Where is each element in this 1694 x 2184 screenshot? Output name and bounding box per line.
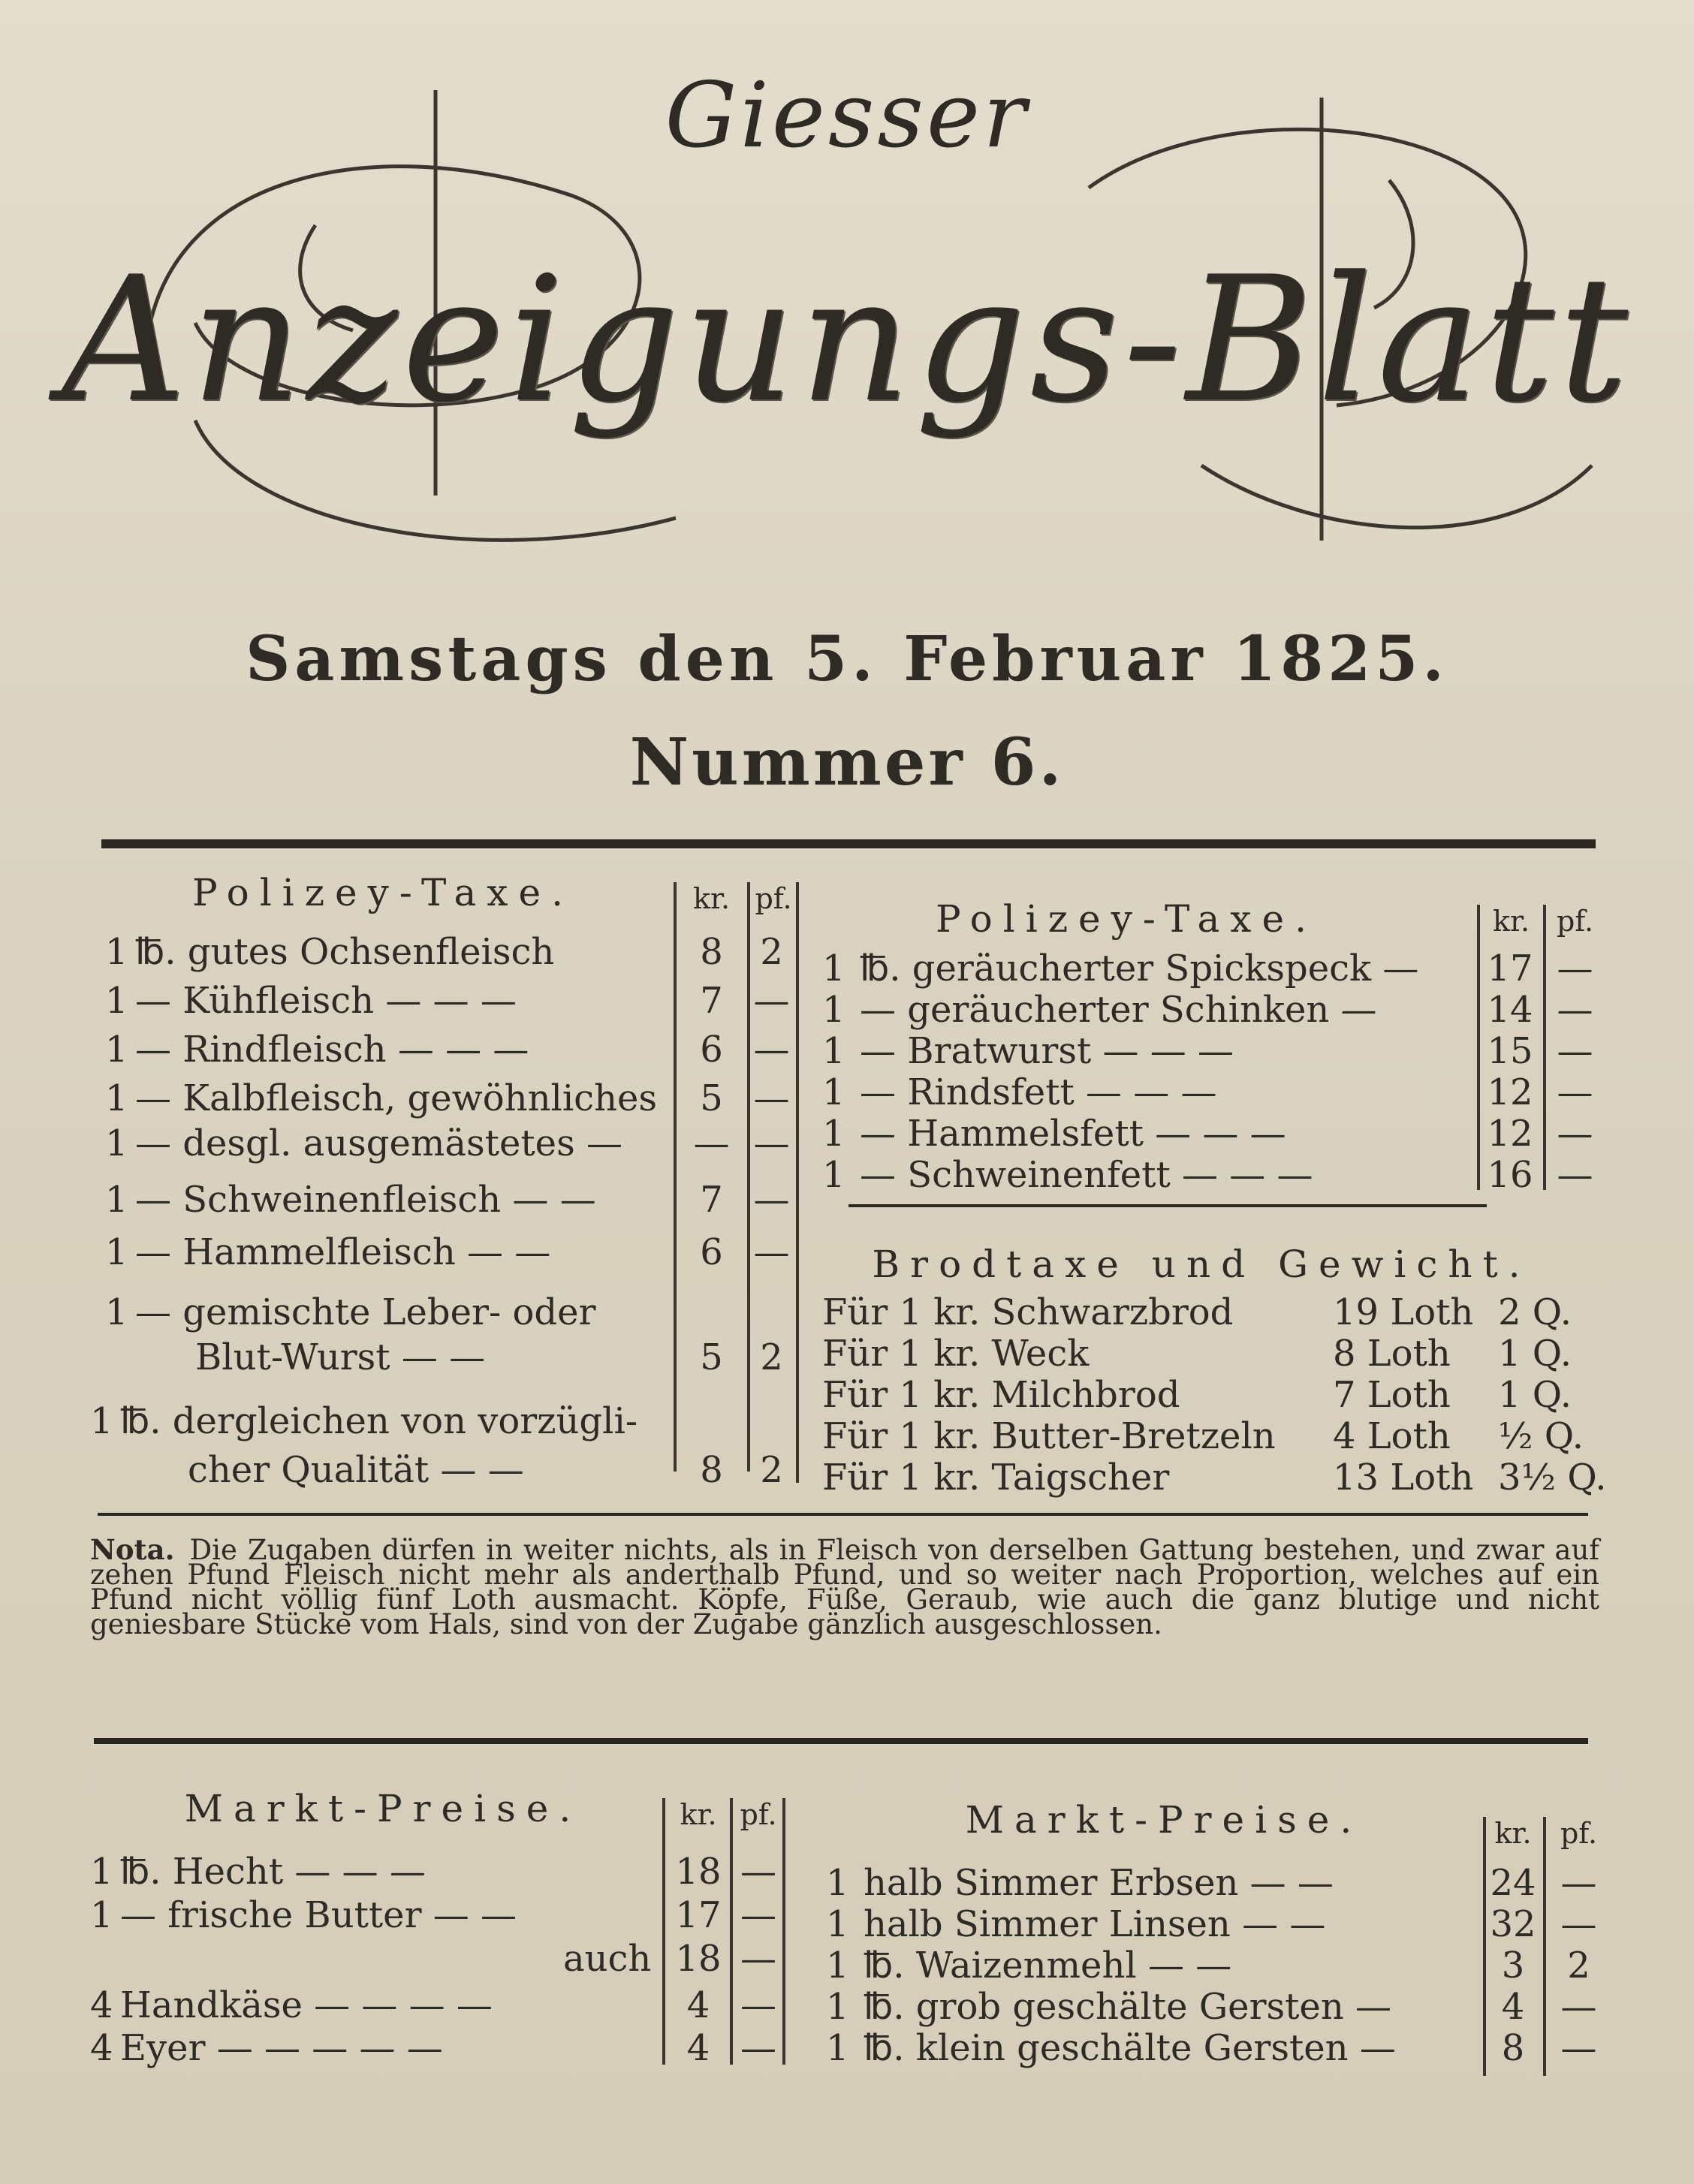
- item-name: cher Qualität — —: [188, 1449, 524, 1491]
- issue-number: Nummer 6.: [629, 724, 1065, 800]
- top-rule: [101, 839, 1596, 848]
- item-qty: 1: [822, 989, 845, 1031]
- item-qty: 1: [826, 1945, 849, 1987]
- bread-weight-q: 2 Q.: [1498, 1291, 1572, 1333]
- list-item: [90, 1122, 803, 1164]
- item-kr: 7: [700, 980, 723, 1022]
- item-kr: 15: [1487, 1030, 1533, 1072]
- police-tax-right-title: Polizey-Taxe.: [936, 897, 1317, 941]
- bread-tax-title: Brodtaxe und Gewicht.: [872, 1243, 1531, 1286]
- police-tax-left-kr-header: kr.: [692, 882, 731, 915]
- bread-label: Für 1 kr. Taigscher: [822, 1457, 1170, 1499]
- item-name: auch: [563, 1938, 652, 1980]
- item-kr: 4: [1501, 1986, 1525, 2028]
- police-tax-right-pf-header: pf.: [1556, 905, 1594, 938]
- item-pf: —: [1557, 1154, 1593, 1196]
- item-pf: —: [753, 1179, 790, 1221]
- item-qty: 1: [826, 2027, 849, 2069]
- list-item: [90, 1894, 796, 1936]
- item-name: ℔. geräucherter Spickspeck —: [860, 947, 1419, 990]
- list-item: [822, 947, 1618, 990]
- item-kr: 5: [700, 1336, 723, 1378]
- list-item: [822, 1457, 1618, 1499]
- item-kr: 24: [1490, 1862, 1536, 1904]
- item-pf: —: [1560, 1986, 1597, 2028]
- nota-text: Die Zugaben dürfen in weiter nichts, als in Fleisch von derselben Gattung bestehen, und zwar auf zehen Pfund Fleisch nicht mehr als anderthalb Pfund, und so weiter nach Proportion, welches auf ein Pfund nicht völlig fünf Loth ausmacht. Köpfe, Füße, Geraub, wie auch die ganz blutige und nicht geniesbare Stücke vom Hals, sind von der Zugabe gänzlich ausgeschlossen.: [90, 1534, 1599, 1640]
- item-kr: 6: [700, 1231, 723, 1273]
- list-item: [826, 1986, 1618, 2028]
- section-divider: [94, 1738, 1588, 1744]
- item-kr: 6: [700, 1029, 723, 1071]
- item-pf: 2: [1567, 1945, 1590, 1987]
- item-name: — Kühfleisch — — —: [135, 980, 517, 1022]
- item-qty: 1: [822, 947, 845, 990]
- item-qty: 1: [105, 1122, 128, 1164]
- item-qty: 1: [105, 1029, 128, 1071]
- list-item: [822, 1030, 1618, 1072]
- item-qty: 1: [105, 931, 128, 973]
- item-qty: 4: [90, 1984, 113, 2026]
- item-qty: 1: [105, 1077, 128, 1119]
- bread-weight-q: ½ Q.: [1498, 1415, 1584, 1457]
- list-item: [90, 1851, 796, 1893]
- market-right-pf-header: pf.: [1560, 1817, 1598, 1850]
- item-pf: —: [1557, 989, 1593, 1031]
- list-item: [90, 931, 803, 973]
- item-pf: —: [753, 1231, 790, 1273]
- item-kr: 12: [1487, 1113, 1533, 1155]
- item-kr: 14: [1487, 989, 1533, 1031]
- item-qty: 1: [822, 1154, 845, 1196]
- masthead-small-title: Giesser: [665, 64, 1029, 168]
- item-qty: 1: [90, 1400, 113, 1442]
- item-qty: 1: [826, 1986, 849, 2028]
- item-name: — Bratwurst — — —: [860, 1030, 1234, 1072]
- bread-weight-loth: 4 Loth: [1333, 1415, 1451, 1457]
- item-name: ℔. dergleichen von vorzügli-: [120, 1400, 638, 1442]
- nota-paragraph: [90, 1533, 1599, 1640]
- item-name: — Schweinenfleisch — —: [135, 1179, 596, 1221]
- list-item: [90, 1231, 803, 1273]
- item-pf: —: [753, 1029, 790, 1071]
- bread-label: Für 1 kr. Weck: [822, 1333, 1090, 1375]
- item-name: — Schweinenfett — — —: [860, 1154, 1313, 1196]
- item-kr: 3: [1501, 1945, 1525, 1987]
- item-name: Eyer — — — — —: [120, 2027, 443, 2069]
- list-item: [90, 1400, 803, 1442]
- item-name: — Rindfleisch — — —: [135, 1029, 529, 1071]
- item-pf: 2: [760, 1449, 783, 1491]
- list-item: [822, 1113, 1618, 1155]
- list-item: [90, 1179, 803, 1221]
- item-name: — frische Butter — —: [120, 1894, 517, 1936]
- item-pf: —: [740, 1938, 776, 1980]
- item-pf: —: [740, 1894, 776, 1936]
- item-qty: 1: [105, 1231, 128, 1273]
- list-item: [822, 1154, 1618, 1196]
- item-qty: 1: [826, 1903, 849, 1945]
- item-kr: 32: [1490, 1903, 1536, 1945]
- list-item: [822, 1071, 1618, 1113]
- list-item: [826, 1945, 1618, 1987]
- item-kr: 8: [1501, 2027, 1525, 2069]
- list-item: [822, 1291, 1618, 1333]
- item-kr: 16: [1487, 1154, 1533, 1196]
- item-qty: 1: [90, 1851, 113, 1893]
- list-item: [90, 1938, 796, 1980]
- item-pf: 2: [760, 931, 783, 973]
- item-pf: —: [1557, 1113, 1593, 1155]
- list-item: [90, 1291, 803, 1333]
- item-name: — Hammelsfett — — —: [860, 1113, 1286, 1155]
- item-kr: 17: [1487, 947, 1533, 990]
- list-item: [90, 1077, 803, 1119]
- item-name: ℔. gutes Ochsenfleisch: [135, 931, 555, 973]
- item-kr: 12: [1487, 1071, 1533, 1113]
- list-item: [822, 989, 1618, 1031]
- list-item: [90, 1336, 803, 1378]
- list-item: [90, 1029, 803, 1071]
- item-name: halb Simmer Erbsen — —: [864, 1862, 1334, 1904]
- item-name: — geräucherter Schinken —: [860, 989, 1377, 1031]
- list-item: [826, 1862, 1618, 1904]
- item-kr: 18: [675, 1851, 722, 1893]
- item-pf: —: [1557, 1071, 1593, 1113]
- nota-label: Nota.: [90, 1533, 175, 1566]
- item-pf: —: [1557, 947, 1593, 990]
- list-item: [90, 1984, 796, 2026]
- list-item: [826, 1903, 1618, 1945]
- item-qty: 1: [822, 1030, 845, 1072]
- police-tax-left-pf-header: pf.: [755, 882, 792, 915]
- item-qty: 1: [822, 1113, 845, 1155]
- list-item: [90, 1449, 803, 1491]
- police-tax-left-title: Polizey-Taxe.: [192, 871, 574, 914]
- list-item: [826, 2027, 1618, 2069]
- item-kr: 7: [700, 1179, 723, 1221]
- item-qty: 1: [826, 1862, 849, 1904]
- list-item: [822, 1374, 1618, 1416]
- item-pf: —: [1560, 2027, 1597, 2069]
- list-item: [90, 980, 803, 1022]
- police-tax-right-kr-header: kr.: [1492, 905, 1530, 938]
- item-name: — Rindsfett — — —: [860, 1071, 1217, 1113]
- item-kr: 8: [700, 931, 723, 973]
- bread-weight-loth: 13 Loth: [1333, 1457, 1474, 1499]
- item-pf: —: [753, 980, 790, 1022]
- list-item: [822, 1415, 1618, 1457]
- bread-weight-q: 1 Q.: [1498, 1374, 1572, 1416]
- item-pf: —: [740, 1984, 776, 2026]
- item-kr: 17: [675, 1894, 722, 1936]
- market-left-kr-header: kr.: [680, 1798, 717, 1831]
- item-kr: 5: [700, 1077, 723, 1119]
- item-pf: —: [1560, 1862, 1597, 1904]
- section-divider: [849, 1204, 1487, 1207]
- list-item: [90, 2027, 796, 2069]
- item-name: — gemischte Leber- oder: [135, 1291, 596, 1333]
- item-pf: —: [753, 1122, 790, 1164]
- item-name: ℔. Hecht — — —: [120, 1851, 426, 1893]
- item-qty: 1: [822, 1071, 845, 1113]
- market-left-pf-header: pf.: [740, 1798, 777, 1831]
- masthead-main-title: Anzeigungs-Blatt: [61, 240, 1633, 441]
- bread-weight-q: 1 Q.: [1498, 1333, 1572, 1375]
- item-name: — desgl. ausgemästetes —: [135, 1122, 622, 1164]
- item-name: ℔. klein geschälte Gersten —: [864, 2027, 1396, 2069]
- item-kr: —: [693, 1122, 730, 1164]
- bread-label: Für 1 kr. Milchbrod: [822, 1374, 1180, 1416]
- bread-weight-loth: 19 Loth: [1333, 1291, 1474, 1333]
- item-pf: —: [740, 2027, 776, 2069]
- item-pf: —: [753, 1077, 790, 1119]
- market-right-kr-header: kr.: [1494, 1817, 1532, 1850]
- section-divider: [98, 1513, 1588, 1516]
- item-kr: 8: [700, 1449, 723, 1491]
- bread-label: Für 1 kr. Butter-Bretzeln: [822, 1415, 1276, 1457]
- list-item: [822, 1333, 1618, 1375]
- item-pf: —: [1557, 1030, 1593, 1072]
- item-name: Blut-Wurst — —: [195, 1336, 486, 1378]
- item-name: halb Simmer Linsen — —: [864, 1903, 1326, 1945]
- item-pf: 2: [760, 1336, 783, 1378]
- market-left-title: Markt-Preise.: [184, 1787, 582, 1830]
- item-qty: 4: [90, 2027, 113, 2069]
- item-qty: 1: [105, 1179, 128, 1221]
- item-kr: 4: [686, 2027, 710, 2069]
- item-name: Handkäse — — — —: [120, 1984, 493, 2026]
- item-pf: —: [740, 1851, 776, 1893]
- bread-label: Für 1 kr. Schwarzbrod: [822, 1291, 1234, 1333]
- item-qty: 1: [105, 980, 128, 1022]
- item-name: ℔. Waizenmehl — —: [864, 1945, 1232, 1987]
- item-kr: 4: [686, 1984, 710, 2026]
- bread-weight-loth: 8 Loth: [1333, 1333, 1451, 1375]
- item-name: ℔. grob geschälte Gersten —: [864, 1986, 1392, 2028]
- item-kr: 18: [675, 1938, 722, 1980]
- item-name: — Kalbfleisch, gewöhnliches: [135, 1077, 658, 1119]
- issue-date: Samstags den 5. Februar 1825.: [246, 623, 1448, 695]
- bread-weight-loth: 7 Loth: [1333, 1374, 1451, 1416]
- item-pf: —: [1560, 1903, 1597, 1945]
- bread-weight-q: 3½ Q.: [1498, 1457, 1607, 1499]
- item-name: — Hammelfleisch — —: [135, 1231, 551, 1273]
- item-qty: 1: [90, 1894, 113, 1936]
- item-qty: 1: [105, 1291, 128, 1333]
- market-right-title: Markt-Preise.: [965, 1798, 1363, 1842]
